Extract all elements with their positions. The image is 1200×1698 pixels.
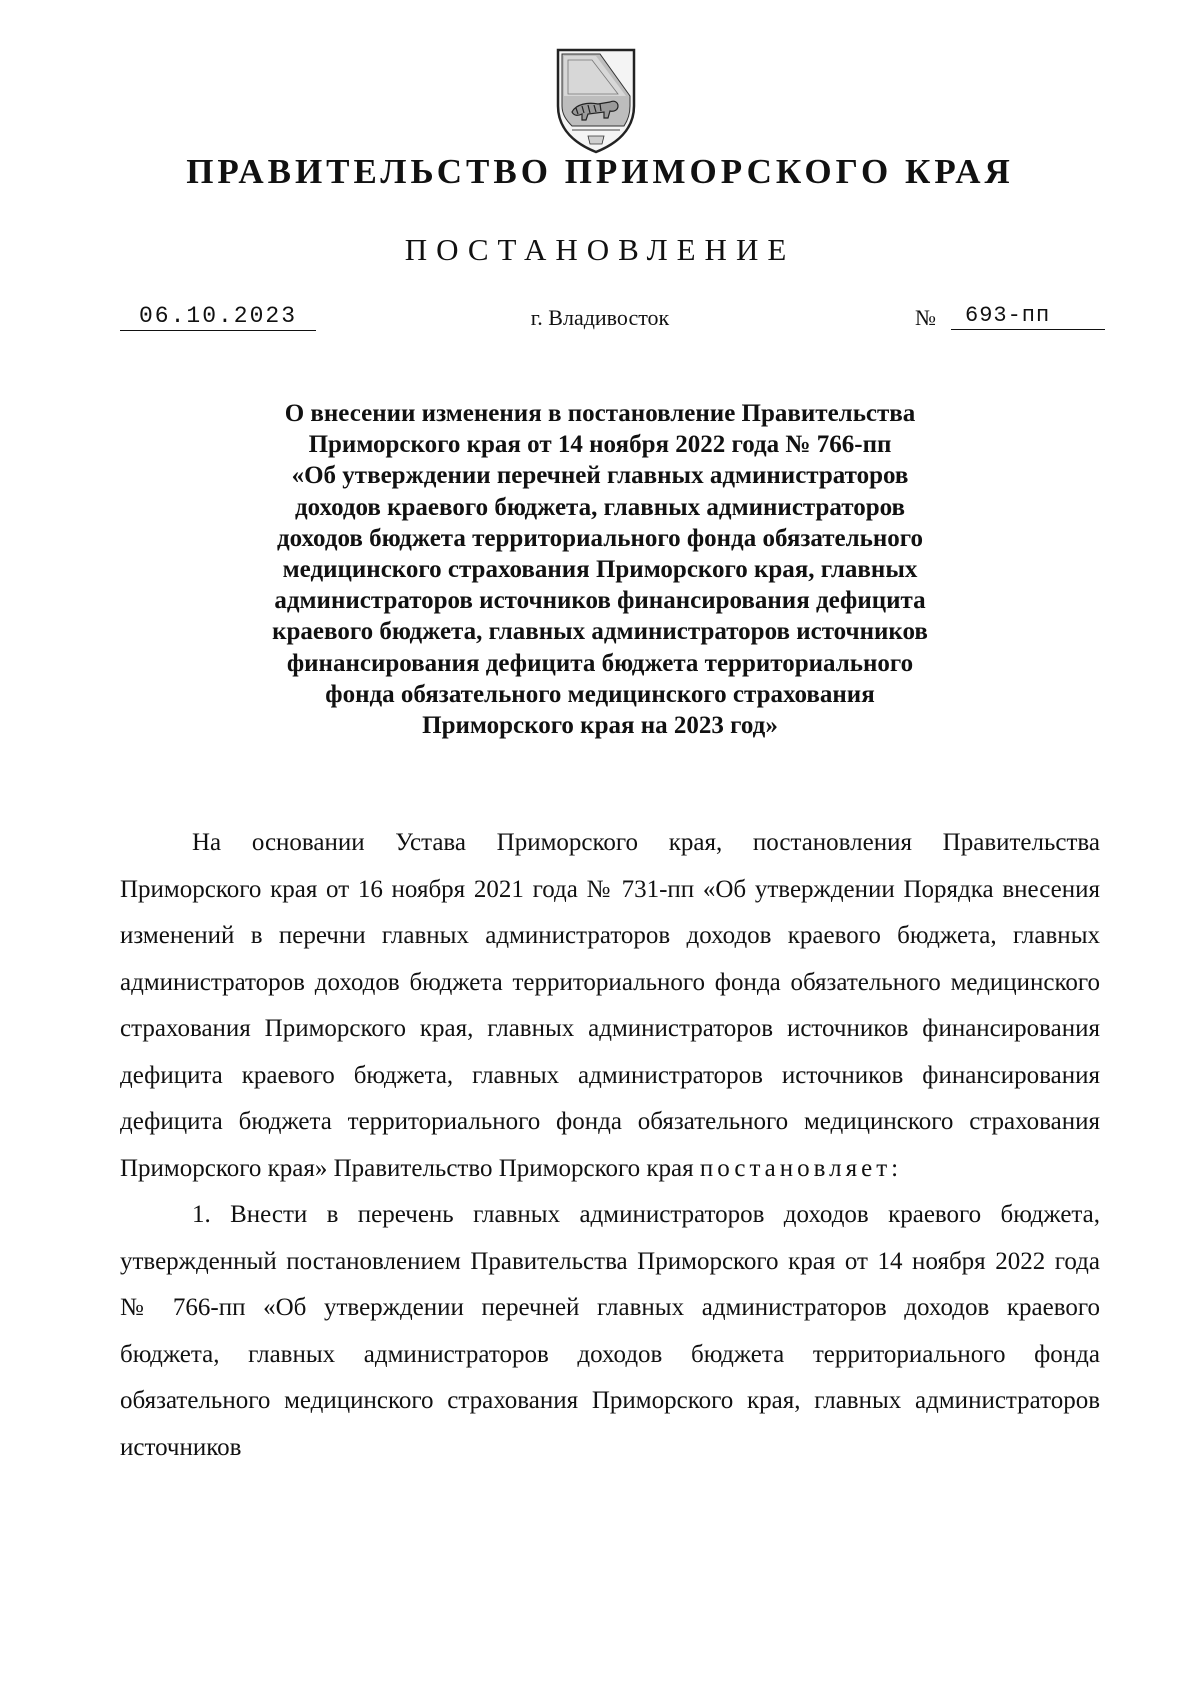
title-line: Приморского края от 14 ноября 2022 года № 766-пп xyxy=(308,431,892,459)
document-city: г. Владивосток xyxy=(530,305,670,330)
title-line: финансирования дефицита бюджета территориального xyxy=(286,649,914,677)
title-line: О внесении изменения в постановление Правительства xyxy=(284,400,916,427)
title-line: Приморского края на 2023 год» xyxy=(422,712,778,740)
title-line: краевого бюджета, главных администраторов источников xyxy=(272,618,928,646)
title-line: медицинского страхования Приморского края, главных xyxy=(282,556,918,584)
government-title: ПРАВИТЕЛЬСТВО ПРИМОРСКОГО КРАЯ xyxy=(186,152,1014,191)
preamble-text: На основании Устава Приморского края, постановления Правительства Приморского края от 16 ноября 2021 года № 731-пп «Об утверждении Порядка внесения изменений в перечни главных администраторов доходов краевого бюджета, главных администраторов доходов бюджета территориального фонда обязательного медицинского страхования Приморского края, главных администраторов источников финансирования дефицита краевого бюджета, главных администраторов источников финансирования дефицита бюджета территориального фонда обязательного медицинского страхования Приморского края» Правительство Приморского края xyxy=(120,829,1100,1182)
document-title xyxy=(220,398,980,741)
document-type: ПОСТАНОВЛЕНИЕ xyxy=(404,232,796,267)
number-sign: № xyxy=(915,305,936,330)
document-number: 693-пп xyxy=(951,303,1105,330)
title-line: фонда обязательного медицинского страхования xyxy=(325,680,875,708)
resolves-word: постановляет: xyxy=(699,1154,903,1182)
title-line: доходов бюджета территориального фонда обязательного xyxy=(276,524,924,552)
title-line: администраторов источников финансирования дефицита xyxy=(274,587,926,615)
title-line: «Об утверждении перечней главных администраторов xyxy=(291,462,909,490)
document-date: 06.10.2023 xyxy=(120,303,316,331)
clause-1-paragraph: 1. Внести в перечень главных администраторов доходов краевого бюджета, утвержденный постановлением Правительства Приморского края от 14 ноября 2022 года № 766-пп «Об утверждении перечней главных администраторов доходов краевого бюджета, главных администраторов доходов бюджета территориального фонда обязательного медицинского страхования Приморского края, главных администраторов источников xyxy=(120,1201,1100,1461)
document-body xyxy=(120,820,1100,1471)
preamble-paragraph xyxy=(120,820,1100,1192)
coat-of-arms-icon xyxy=(552,44,640,156)
meta-row xyxy=(0,303,1200,339)
title-line: доходов краевого бюджета, главных администраторов xyxy=(295,493,905,521)
